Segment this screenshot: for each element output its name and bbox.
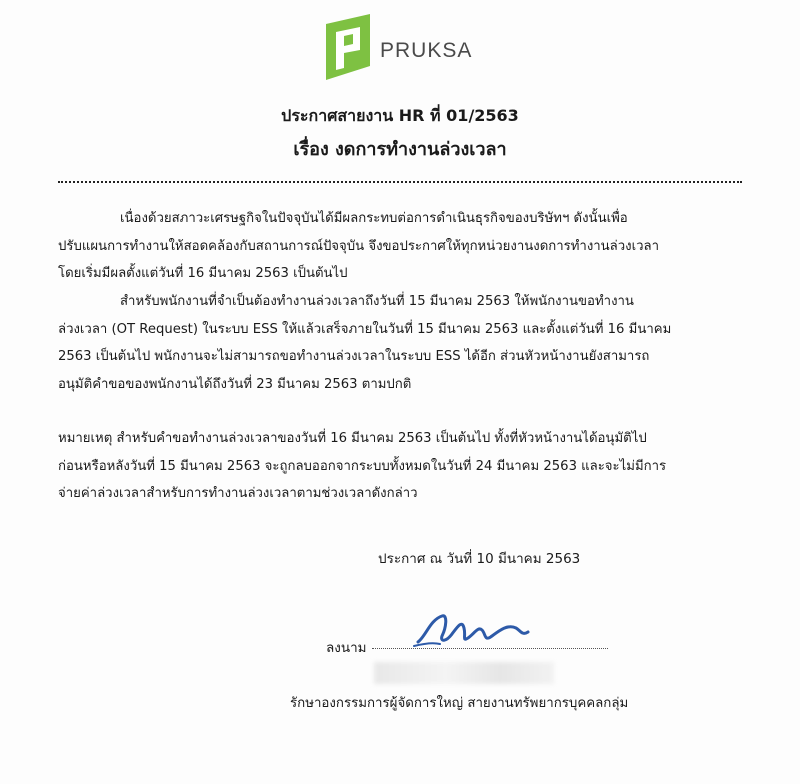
paragraph-line: ล่วงเวลา (OT Request) ในระบบ ESS ให้แล้วเสร็จภายในวันที่ 15 มีนาคม 2563 และตั้งแต่วันที่ 16 มีนาคม <box>58 321 672 337</box>
paragraph-line: โดยเริ่มมีผลตั้งแต่วันที่ 16 มีนาคม 2563 เป็นต้นไป <box>58 266 348 281</box>
paragraph-line: เนื่องด้วยสภาวะเศรษฐกิจในปัจจุบันได้มีผลกระทบต่อการดำเนินธุรกิจของบริษัทฯ ดังนั้นเพื่อ <box>120 211 628 226</box>
note-line: จ่ายค่าล่วงเวลาสำหรับการทำงานล่วงเวลาตามช่วงเวลาดังกล่าว <box>58 486 418 501</box>
note-paragraph <box>58 425 748 508</box>
signature-label: ลงนาม <box>326 640 367 656</box>
company-logo <box>322 14 472 80</box>
divider <box>58 181 742 183</box>
paragraph-line: สำหรับพนักงานที่จำเป็นต้องทำงานล่วงเวลาถึงวันที่ 15 มีนาคม 2563 ให้พนักงานขอทำงาน <box>120 294 634 309</box>
redacted-name <box>374 662 554 684</box>
pruksa-logo-icon <box>322 14 374 80</box>
announcement-date: ประกาศ ณ วันที่ 10 มีนาคม 2563 <box>378 551 581 567</box>
paragraph-line: อนุมัติคำขอของพนักงานได้ถึงวันที่ 23 มีนาคม 2563 ตามปกติ <box>58 376 412 392</box>
announcement-subject: เรื่อง งดการทำงานล่วงเวลา <box>293 139 507 160</box>
paragraph-line: 2563 เป็นต้นไป พนักงานจะไม่สามารถขอทำงานล่วงเวลาในระบบ ESS ได้อีก ส่วนหัวหน้างานยังสามารถ <box>58 349 650 364</box>
paragraph-line: ปรับแผนการทำงานให้สอดคล้องกับสถานการณ์ปัจจุบัน จึงขอประกาศให้ทุกหน่วยงานงดการทำงานล่วงเวลา <box>58 238 660 254</box>
paragraph-2 <box>58 288 748 398</box>
brand-name: PRUKSA <box>380 39 473 62</box>
note-line: หมายเหตุ สำหรับคำขอทำงานล่วงเวลาของวันที่ 16 มีนาคม 2563 เป็นต้นไป ทั้งที่หัวหน้างานได้อนุมัติไป <box>58 431 647 446</box>
note-line: ก่อนหรือหลังวันที่ 15 มีนาคม 2563 จะถูกลบออกจากระบบทั้งหมดในวันที่ 24 มีนาคม 2563 และจะไม่มีการ <box>58 458 667 474</box>
signer-position: รักษาองกรรมการผู้จัดการใหญ่ สายงานทรัพยากรบุคคลกลุ่ม <box>290 696 629 711</box>
handwritten-signature <box>412 606 562 654</box>
announcement-title: ประกาศสายงาน HR ที่ 01/2563 <box>281 106 519 125</box>
paragraph-1 <box>58 205 748 288</box>
